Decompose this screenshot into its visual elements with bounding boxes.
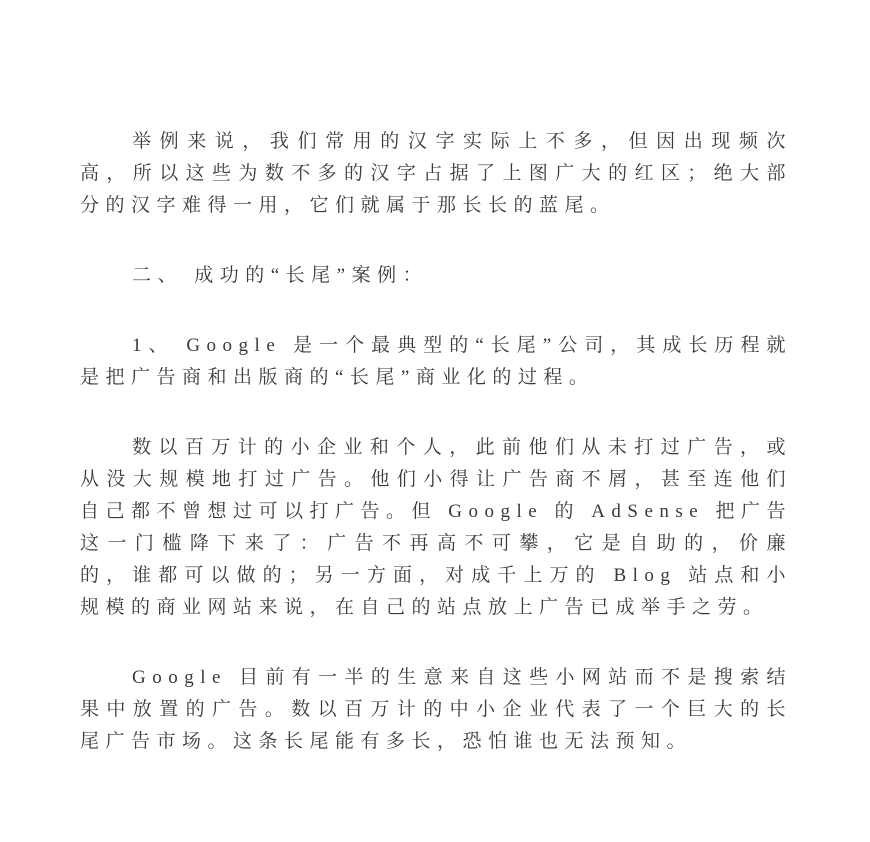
- paragraph-google-long-tail: 1、 Google 是一个最典型的“长尾”公司，其成长历程就是把广告商和出版商的“长尾”商业化的过程。: [80, 335, 792, 388]
- paragraph-hanzi-example: 举例来说，我们常用的汉字实际上不多，但因出现频次高，所以这些为数不多的汉字占据了上图广大的红区；绝大部分的汉字难得一用，它们就属于那长长的蓝尾。: [80, 131, 792, 216]
- heading-long-tail-cases: 二、 成功的“长尾”案例：: [132, 265, 429, 286]
- paragraph-adsense: 数以百万计的小企业和个人，此前他们从未打过广告，或从没大规模地打过广告。他们小得让广告商不屑，甚至连他们自己都不曾想过可以打广告。但 Google 的 AdSense 把广告这一门槛降下来了：广告不再高不可攀，它是自助的，价廉的，谁都可以做的；另一方面，对成千上万的 Blog 站点和小规模的商业网站来说，在自己的站点放上广告已成举手之劳。: [80, 437, 792, 618]
- paragraph-google-business: Google 目前有一半的生意来自这些小网站而不是搜索结果中放置的广告。数以百万计的中小企业代表了一个巨大的长尾广告市场。这条长尾能有多长，恐怕谁也无法预知。: [80, 667, 792, 752]
